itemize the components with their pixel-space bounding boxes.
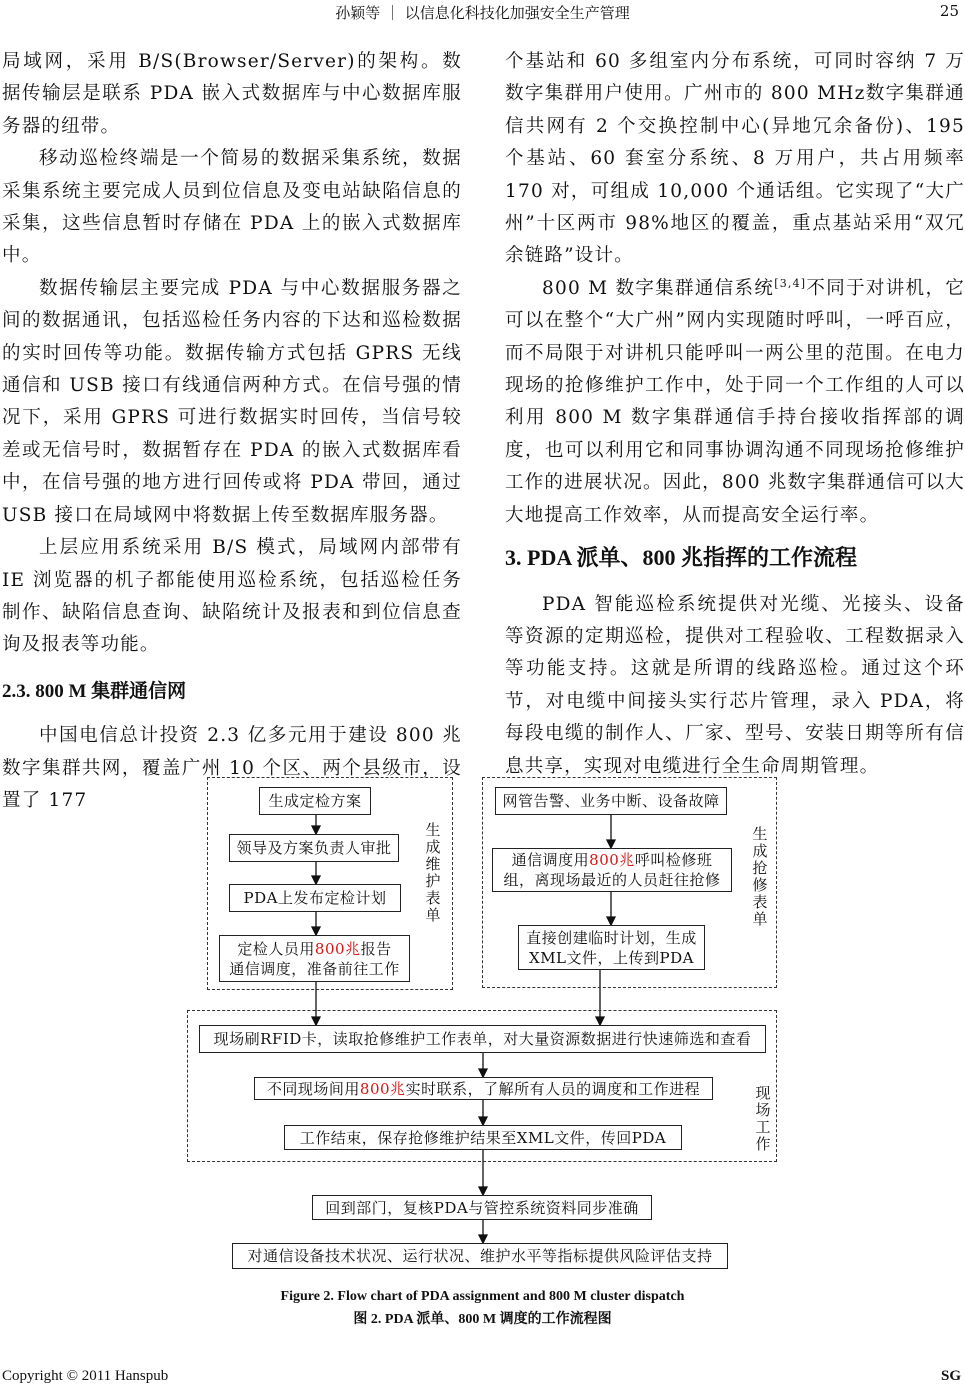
flow-step: 工作结束，保存抢修维护结果至XML文件，传回PDA <box>284 1125 682 1150</box>
step-line <box>512 850 713 870</box>
step-line <box>237 939 391 959</box>
flow-step: PDA上发布定检计划 <box>229 884 401 912</box>
running-header <box>0 0 965 24</box>
flow-step: 网管告警、业务中断、设备故障 <box>495 787 727 815</box>
group-label: 生成维护表单 <box>425 821 441 924</box>
paragraph: 数据传输层主要完成 PDA 与中心数据服务器之间的数据通讯，包括巡检任务内容的下达和巡检数据的实时回传等功能。数据传输方式包括 GPRS 无线通信和 USB 接口有线通信两种方式。在信号强的情况下，采用 GPRS 可进行数据实时回传，当信号较差或无信号时，数据暂存在 PDA 的嵌入式数据库看中，在信号强的地方进行回传或将 PDA 带回，通过 USB 接口在局域网中将数据上传至数据库服务器。 <box>2 277 462 526</box>
paragraph: 中国电信总计投资 2.3 亿多元用于建设 800 兆数字集群共网，覆盖广州 10 个区、两个县级市，设置了 177 <box>2 725 462 811</box>
left-column <box>2 46 462 817</box>
paragraph: PDA 智能巡检系统提供对光缆、光接头、设备等资源的定期巡检，提供对工程验收、工程数据录入等功能支持。这就是所谓的线路巡检。通过这个环节，对电缆中间接头实行芯片管理，录入 PDA，将每段电缆的制作人、厂家、型号、安装日期等所有信息共享，实现对电缆进行全生命周期管理。 <box>505 593 965 777</box>
flow-step <box>492 848 732 892</box>
text: 实时联系，了解所有人员的调度和工作进程 <box>405 1079 701 1098</box>
paragraph: 个基站和 60 多组室内分布系统，可同时容纳 7 万数字集群用户使用。广州市的 800 MHz数字集群通信共网有 2 个交换控制中心(异地冗余备份)、195 个基站、60 套室分系统、8 万用户，共占用频率 170 对，可组成 10,000 个通话组。它实现了“大广州”十区两市 98%地区的覆盖，重点基站采用“双冗余链路”设计。 <box>505 51 965 267</box>
group-label: 现场工作 <box>755 1084 771 1153</box>
figure-caption-zh: 图 2. PDA 派单、800 M 调度的工作流程图 <box>353 1312 612 1327</box>
flow-step <box>219 935 410 982</box>
section-heading: 2.3. 800 M 集群通信网 <box>2 680 187 702</box>
flow-step: 现场刷RFID卡，读取抢修维护工作表单，对大量资源数据进行快速筛选和查看 <box>199 1025 766 1053</box>
text: 呼叫检修班 <box>634 851 713 869</box>
paragraph: 上层应用系统采用 B/S 模式，局域网内部带有 IE 浏览器的机子都能使用巡检系统，包括巡检任务制作、缺陷信息查询、缺陷统计及报表和到位信息查询及报表等功能。 <box>2 537 462 656</box>
text: 不同现场间用 <box>266 1079 360 1098</box>
page-number: 25 <box>939 2 959 20</box>
step-line: 直接创建临时计划，生成 <box>526 928 697 947</box>
step-line: 组，离现场最近的人员赶往抢修 <box>503 871 721 889</box>
section-heading: 3. PDA 派单、800 兆指挥的工作流程 <box>505 545 858 571</box>
flow-step: 对通信设备技术状况、运行状况、维护水平等指标提供风险评估支持 <box>232 1243 728 1269</box>
text: 不同于对讲机，它可以在整个“大广州”网内实现随时呼叫，一呼百应，而不局限于对讲机只能呼叫一两公里的范围。在电力现场的抢修维护工作中，处于同一个工作组的人可以利用 800 M 数字集群通信手持台接收指挥部的调度，也可以利用它和同事协调沟通不同现场抢修维护工作的进展状况。因此，800 兆数字集群通信可以大大地提高工作效率，从而提高安全运行率。 <box>505 277 965 526</box>
paragraph <box>505 273 965 532</box>
paragraph: 局域网，采用 B/S(Browser/Server)的架构。数据传输层是联系 PDA 嵌入式数据库与中心数据库服务器的纽带。 <box>2 51 462 137</box>
text: 定检人员用 <box>237 939 315 958</box>
group-label: 生成抢修表单 <box>752 825 768 928</box>
highlight-text: 800兆 <box>589 851 635 869</box>
citation-link[interactable]: [3,4] <box>774 276 807 290</box>
flow-step: 生成定检方案 <box>259 787 371 815</box>
text: 报告 <box>360 939 392 958</box>
running-title: 孙颖等 ｜ 以信息化科技化加强安全生产管理 <box>335 4 630 22</box>
text: 800 M 数字集群通信系统 <box>542 277 775 299</box>
text: 通信调度用 <box>511 851 590 869</box>
step-line: XML文件，上传到PDA <box>529 948 694 967</box>
paragraph: 移动巡检终端是一个简易的数据采集系统，数据采集系统主要完成人员到位信息及变电站缺陷信息的采集，这些信息暂时存储在 PDA 上的嵌入式数据库中。 <box>2 148 462 267</box>
right-column <box>505 46 965 783</box>
figure-caption-en: Figure 2. Flow chart of PDA assignment and 800 M cluster dispatch <box>280 1289 685 1304</box>
step-line: 通信调度，准备前往工作 <box>229 959 400 978</box>
footer-journal: SG <box>940 1368 961 1384</box>
highlight-text: 800兆 <box>359 1079 406 1098</box>
flow-step <box>254 1077 713 1100</box>
flow-step <box>518 925 705 970</box>
flow-step: 领导及方案负责人审批 <box>229 834 399 862</box>
flow-step: 回到部门，复核PDA与管控系统资料同步准确 <box>312 1195 652 1220</box>
footer-copyright: Copyright © 2011 Hanspub <box>2 1368 169 1384</box>
highlight-text: 800兆 <box>314 939 361 958</box>
